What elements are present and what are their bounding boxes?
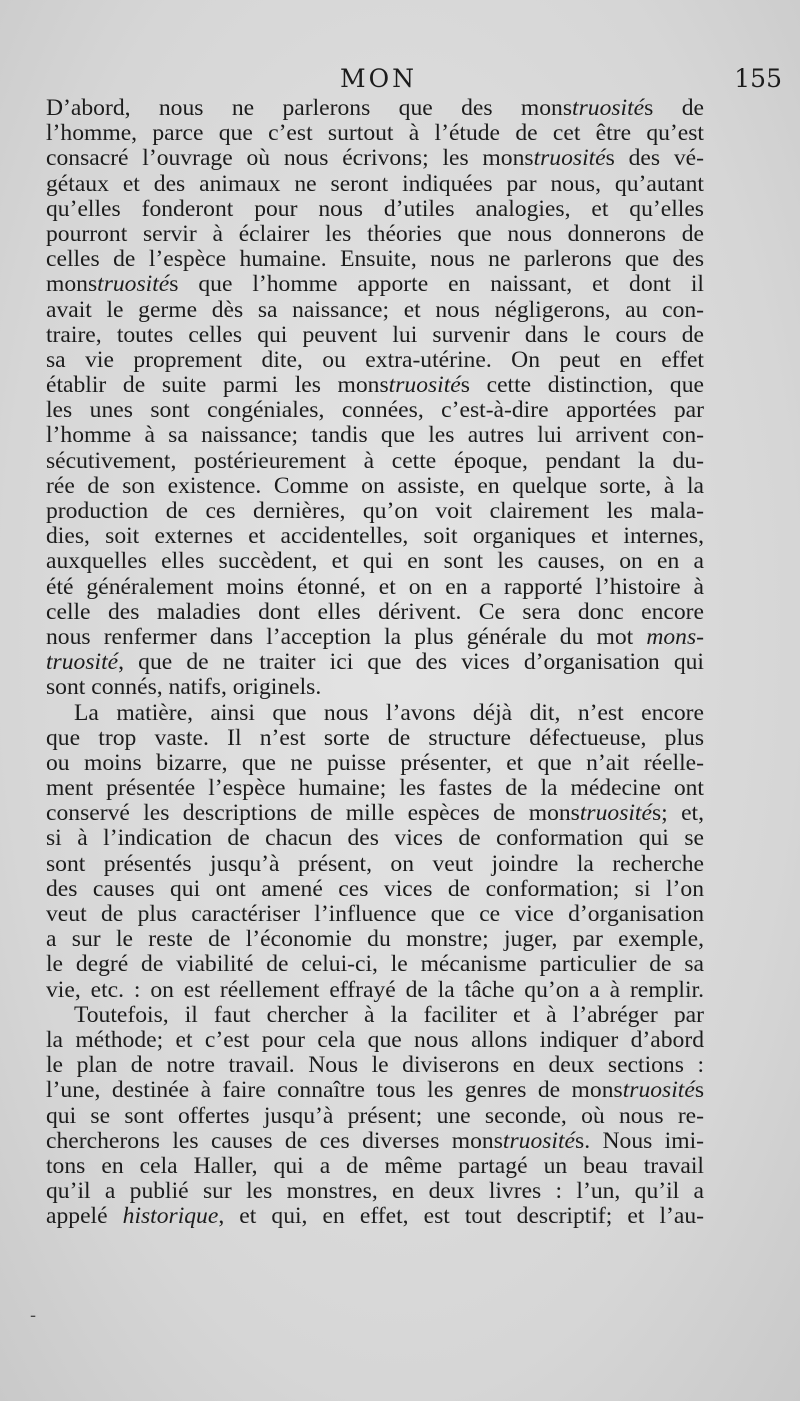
- page-number: 155: [734, 64, 782, 93]
- text-line: tons en cela Haller, qui a de même partagé un beau travail: [46, 1152, 704, 1179]
- italic-word: mons-: [646, 623, 704, 650]
- page-header: [0, 62, 800, 98]
- text-line: la méthode; et c’est pour cela que nous allons indiquer d’abord: [46, 1026, 704, 1053]
- text-line: sécutivement, postérieurement à cette époque, pendant la du-: [46, 447, 704, 474]
- text-line: La matière, ainsi que nous l’avons déjà dit, n’est encore: [74, 699, 704, 726]
- text-line: celle des maladies dont elles dérivent. Ce sera donc encore: [46, 598, 704, 625]
- text-line: sont présentés jusqu’à présent, on veut joindre la recherche: [46, 850, 704, 877]
- text-line: le plan de notre travail. Nous le diviserons en deux sections :: [46, 1052, 704, 1079]
- text-line: production de ces dernières, qu’on voit clairement les mala-: [46, 498, 704, 524]
- text-line: dies, soit externes et accidentelles, soit organiques et internes,: [46, 523, 704, 550]
- text-line: monstruosités que l’homme apporte en naissant, et dont il: [46, 271, 704, 298]
- text-line: qui se sont offertes jusqu’à présent; une seconde, où nous re-: [46, 1102, 704, 1129]
- text-line: pourront servir à éclairer les théories que nous donnerons de: [46, 220, 704, 247]
- italic-word: truosité: [502, 1127, 576, 1154]
- margin-mark: -: [30, 1305, 37, 1326]
- italic-word: truosité: [388, 372, 461, 399]
- italic-word: truosité: [46, 649, 119, 676]
- text-line: l’homme à sa naissance; tandis que les autres lui arrivent con-: [46, 422, 704, 449]
- text-line: ou moins bizarre, que ne puisse présenter, et que n’ait réelle-: [46, 749, 704, 776]
- text-line: nous renfermer dans l’acception la plus générale du mot mons-: [46, 623, 704, 650]
- text-line: gétaux et des animaux ne seront indiquées par nous, qu’autant: [46, 170, 704, 197]
- text-line: vie, etc. : on est réellement effrayé de la tâche qu’on a à remplir.: [46, 976, 704, 1003]
- text-line: appelé historique, et qui, en effet, est tout descriptif; et l’au-: [46, 1203, 704, 1230]
- text-line: des causes qui ont amené ces vices de conformation; si l’on: [46, 875, 704, 902]
- text-line: a sur le reste de l’économie du monstre; juger, par exemple,: [46, 926, 704, 953]
- text-line: le degré de viabilité de celui-ci, le mécanisme particulier de sa: [46, 951, 704, 978]
- text-line: conservé les descriptions de mille espèces de monstruosités; et,: [46, 800, 704, 827]
- text-line: auxquelles elles succèdent, et qui en sont les causes, on en a: [46, 548, 704, 575]
- text-line: l’une, destinée à faire connaître tous les genres de monstruosités: [46, 1077, 704, 1104]
- text-line: Toutefois, il faut chercher à la faciliter et à l’abréger par: [74, 1001, 704, 1028]
- text-line: consacré l’ouvrage où nous écrivons; les monstruosités des vé-: [46, 145, 704, 172]
- text-line: ment présentée l’espèce humaine; les fastes de la médecine ont: [46, 775, 704, 802]
- running-head: MON: [340, 64, 417, 93]
- text-line: si à l’indication de chacun des vices de conformation qui se: [46, 825, 704, 852]
- text-line: sont connés, natifs, originels.: [46, 674, 322, 701]
- text-line: qu’il a publié sur les monstres, en deux livres : l’un, qu’il a: [46, 1178, 704, 1205]
- text-line: l’homme, parce que c’est surtout à l’étude de cet être qu’est: [46, 120, 704, 147]
- text-line: été généralement moins étonné, et on en a rapporté l’histoire à: [46, 573, 704, 600]
- italic-word: truosité: [579, 800, 652, 827]
- text-line: traire, toutes celles qui peuvent lui survenir dans le cours de: [46, 321, 704, 348]
- text-line: chercherons les causes de ces diverses monstruosités. Nous imi-: [46, 1127, 704, 1154]
- text-line: établir de suite parmi les monstruosités cette distinction, que: [46, 372, 704, 399]
- italic-word: historique: [122, 1203, 219, 1230]
- text-line: rée de son existence. Comme on assiste, en quelque sorte, à la: [46, 472, 704, 499]
- italic-word: truosité: [572, 95, 645, 121]
- text-line: D’abord, nous ne parlerons que des monstruosités de: [46, 95, 704, 121]
- text-line: avait le germe dès sa naissance; et nous négligerons, au con-: [46, 296, 704, 323]
- text-line: veut de plus caractériser l’influence que ce vice d’organisation: [46, 901, 704, 927]
- text-line: truosité, que de ne traiter ici que des vices d’organisation qui: [46, 649, 704, 676]
- italic-word: truosité: [97, 271, 170, 298]
- text-line: qu’elles fonderont pour nous d’utiles analogies, et qu’elles: [46, 195, 704, 222]
- italic-word: truosité: [622, 1077, 695, 1104]
- text-line: les unes sont congéniales, connées, c’est-à-dire apportées par: [46, 397, 704, 424]
- italic-word: truosité: [533, 145, 606, 172]
- text-line: celles de l’espèce humaine. Ensuite, nous ne parlerons que des: [46, 246, 704, 273]
- body-text: [46, 96, 704, 1229]
- text-line: que trop vaste. Il n’est sorte de structure défectueuse, plus: [46, 724, 704, 751]
- text-line: sa vie proprement dite, ou extra-utérine. On peut en effet: [46, 346, 704, 373]
